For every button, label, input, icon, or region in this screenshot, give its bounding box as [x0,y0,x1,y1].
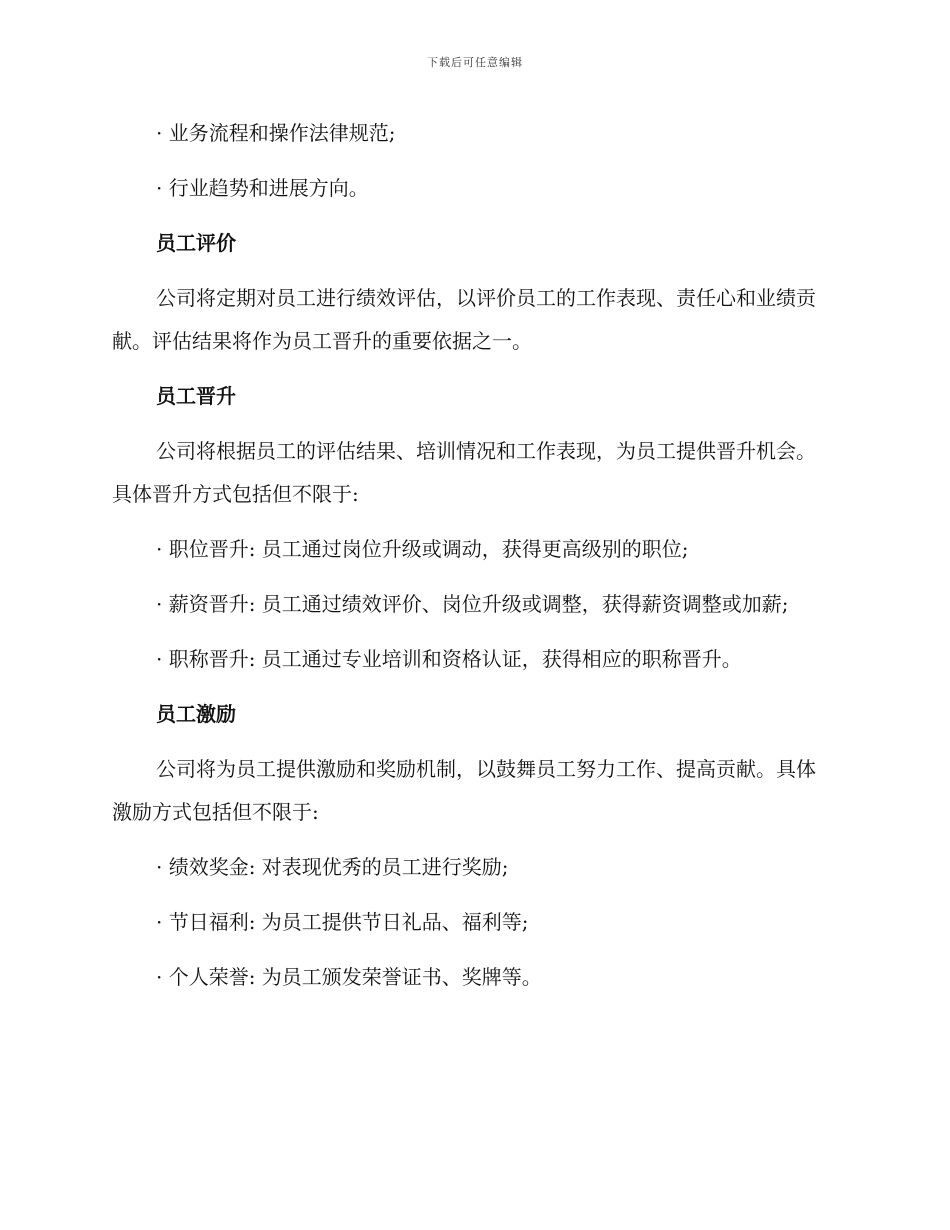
bullet-item: · 行业趋势和进展方向。 [156,176,369,200]
bullet-item: · 职称晋升: 员工通过专业培训和资格认证，获得相应的职称晋升。 [156,647,742,671]
paragraph: 公司将为员工提供激励和奖励机制，以鼓舞员工努力工作、提高贡献。具体激励方式包括但不限于: [112,757,816,824]
paragraph: 公司将定期对员工进行绩效评估，以评价员工的工作表现、责任心和业绩贡献。评估结果将作为员工晋升的重要依据之一。 [112,286,816,353]
bullet-item: · 个人荣誉: 为员工颁发荣誉证书、奖牌等。 [156,965,542,989]
section-heading: 员工评价 [156,231,236,255]
section-heading: 员工晋升 [156,384,236,408]
bullet-item: · 业务流程和操作法律规范; [156,121,396,145]
bullet-item: · 节日福利: 为员工提供节日礼品、福利等; [156,910,529,934]
section-heading: 员工激励 [156,702,236,726]
bullet-item: · 绩效奖金: 对表现优秀的员工进行奖励; [156,855,509,879]
paragraph: 公司将根据员工的评估结果、培训情况和工作表现，为员工提供晋升机会。具体晋升方式包括但不限于: [112,439,816,506]
document-body [112,112,832,999]
bullet-item: · 职位晋升: 员工通过岗位升级或调动，获得更高级别的职位; [156,537,689,561]
bullet-item: · 薪资晋升: 员工通过绩效评价、岗位升级或调整，获得薪资调整或加薪; [156,592,789,616]
page-header: 下载后可任意编辑 [427,56,523,69]
